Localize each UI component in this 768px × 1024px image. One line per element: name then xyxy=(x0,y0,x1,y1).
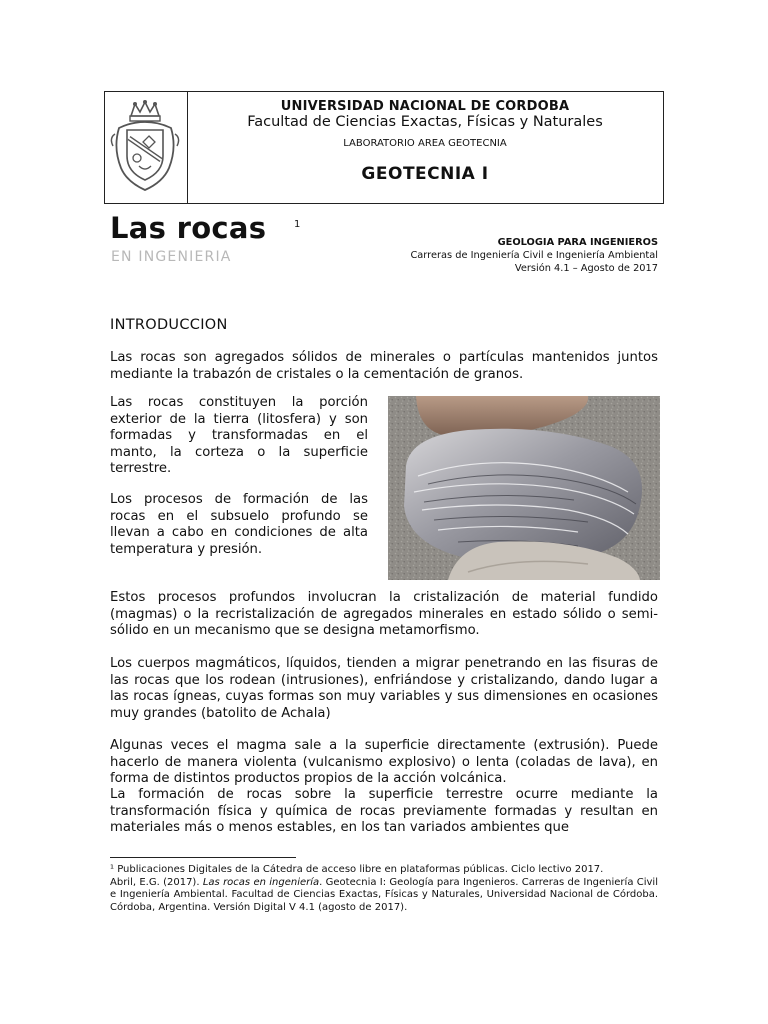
laboratory-name: LABORATORIO AREA GEOTECNIA xyxy=(343,138,507,149)
document-subtitle: EN INGENIERIA xyxy=(111,249,232,265)
meta-careers: Carreras de Ingeniería Civil e Ingeniería Ambiental xyxy=(410,250,658,261)
header-box xyxy=(104,91,664,204)
footnote-citation xyxy=(110,877,658,914)
paragraph-magmatic: Los cuerpos magmáticos, líquidos, tienden a migrar penetrando en las fisuras de las rocas que los rodean (intrusiones), enfriándose y cristalizando, dando lugar a las rocas ígneas, cuyas formas son muy variables y sus dimensiones en ocasiones muy grandes (batolito de Achala) xyxy=(110,656,658,721)
university-crest-icon xyxy=(109,98,181,196)
rock-photo xyxy=(388,396,660,580)
title-footnote-marker: 1 xyxy=(294,219,301,230)
citation-authors: Abril, E.G. (2017). xyxy=(110,877,203,888)
citation-title: Las rocas en ingeniería xyxy=(202,877,320,888)
crest-cell xyxy=(105,92,188,203)
paragraph-litosfera: Las rocas constituyen la porción exterior de la tierra (litosfera) y son formadas y transformadas en el manto, la corteza o la superficie terrestre. xyxy=(110,395,368,477)
university-name: UNIVERSIDAD NACIONAL DE CORDOBA xyxy=(280,99,570,114)
section-heading: INTRODUCCION xyxy=(110,317,228,333)
paragraph-processes: Estos procesos profundos involucran la cristalización de material fundido (magmas) o la recristalización de agregados minerales en estado sólido o semi-sólido en un mecanismo que se designa metamorfismo. xyxy=(110,590,658,639)
document-title: Las rocas xyxy=(110,211,267,245)
meta-version: Versión 4.1 – Agosto de 2017 xyxy=(514,263,658,274)
paragraph-extrusion: Algunas veces el magma sale a la superficie directamente (extrusión). Puede hacerlo de manera violenta (vulcanismo explosivo) o lenta (coladas de lava), en forma de distintos productos propios de la acción volcánica. xyxy=(110,738,658,787)
footnote-rule xyxy=(110,857,296,858)
meta-subject: GEOLOGIA PARA INGENIEROS xyxy=(497,237,658,248)
footnote-1: ¹ Publicaciones Digitales de la Cátedra de acceso libre en plataformas públicas. Ciclo lectivo 2017. xyxy=(110,864,604,875)
paragraph-surface: La formación de rocas sobre la superficie terrestre ocurre mediante la transformación física y química de rocas previamente formadas y resultan en materiales más o menos estables, en los tan variados ambientes que xyxy=(110,787,658,836)
course-name: GEOTECNIA I xyxy=(361,164,489,184)
citation-details: . Geotecnia I: Geología para Ingenieros. Carreras de Ingeniería Civil e Ingeniería Ambiental. Facultad de Ciencias Exactas, Físicas y Naturales, Universidad Nacional de Córdoba. Córdoba, Argentina. Versión Digital V 4.1 (agosto de 2017). xyxy=(110,877,658,913)
document-meta xyxy=(410,236,658,275)
paragraph-formation: Los procesos de formación de las rocas en el subsuelo profundo se llevan a cabo en condiciones de alta temperatura y presión. xyxy=(110,492,368,557)
paragraph-intro: Las rocas son agregados sólidos de minerales o partículas mantenidos juntos mediante la trabazón de cristales o la cementación de granos. xyxy=(110,350,658,382)
faculty-name: Facultad de Ciencias Exactas, Físicas y Naturales xyxy=(247,114,603,130)
